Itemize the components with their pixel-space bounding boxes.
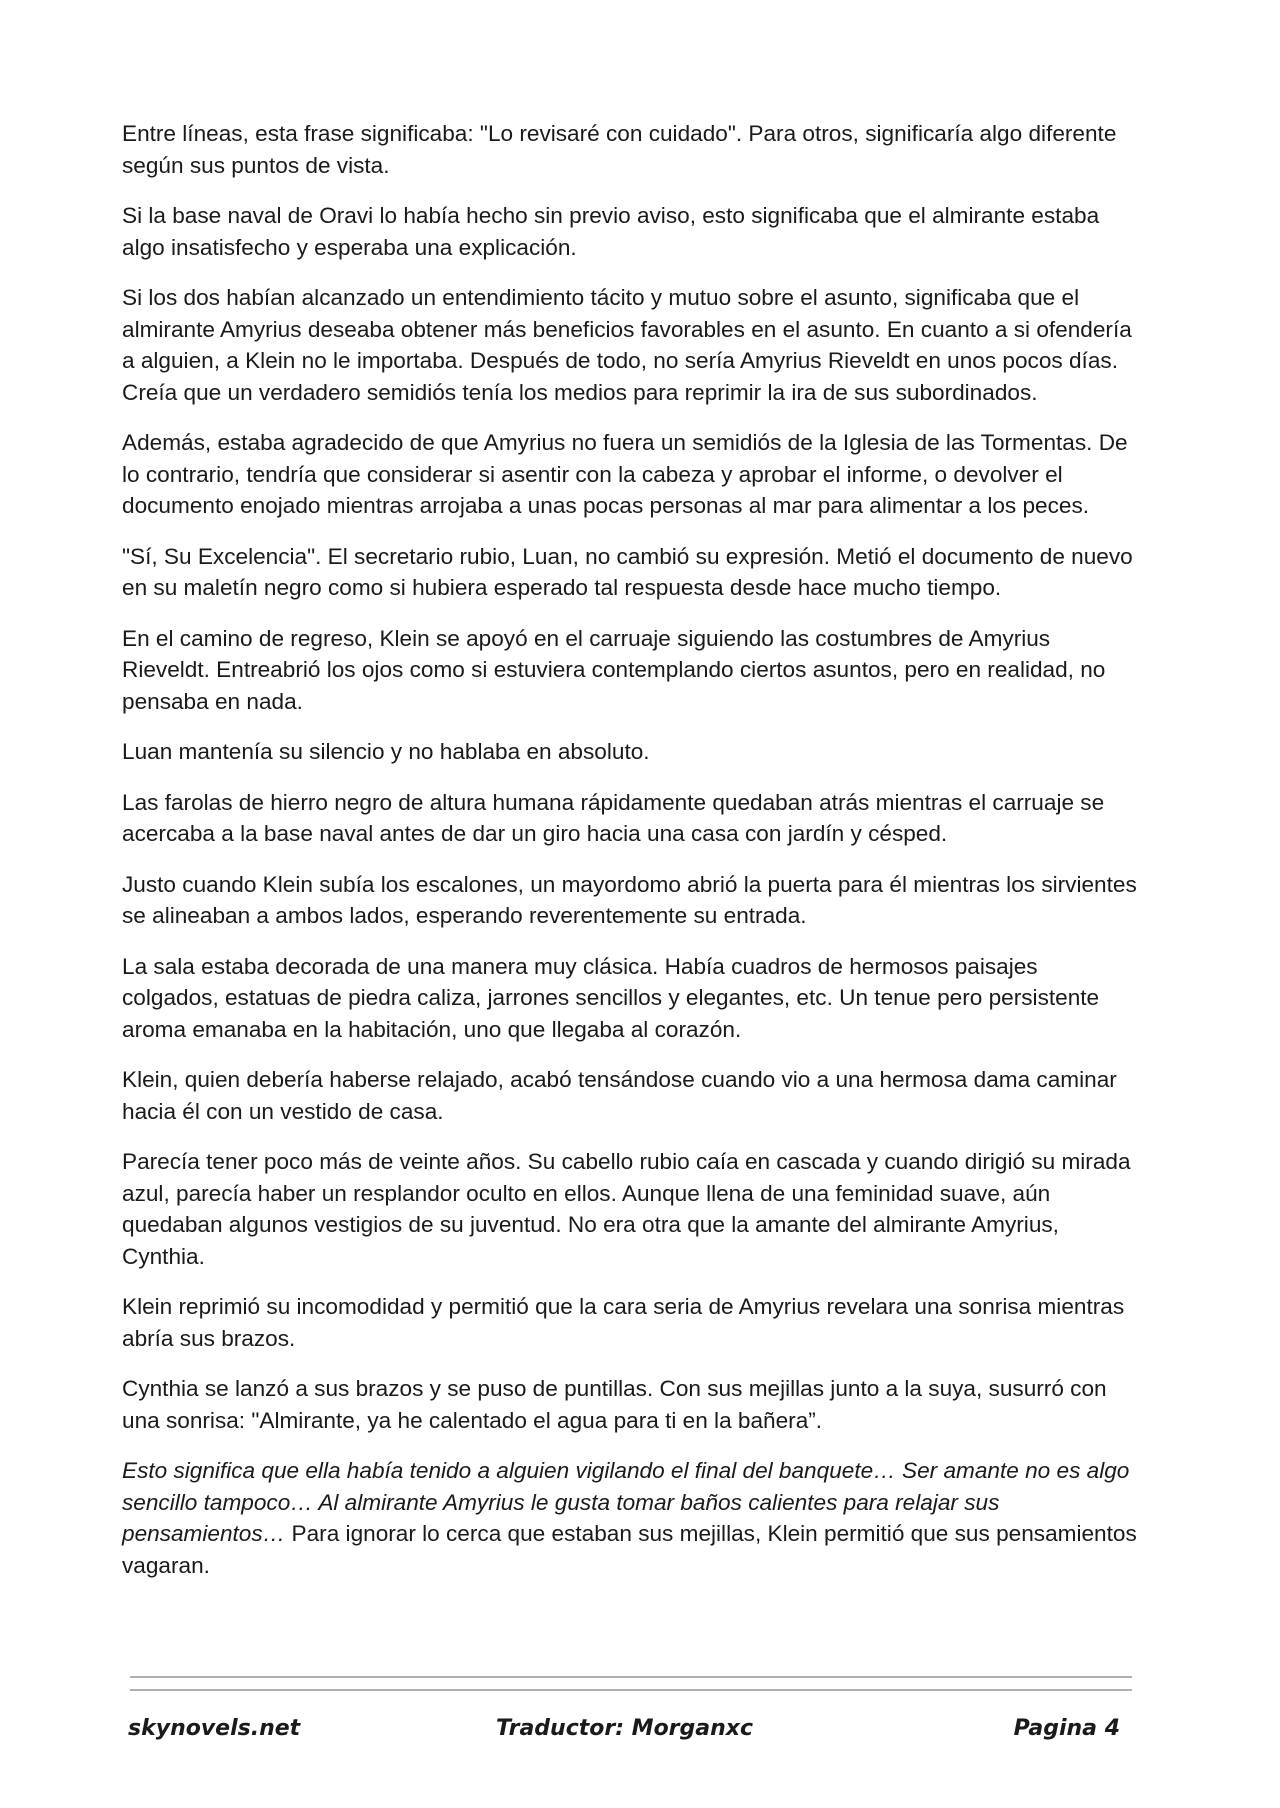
footer-site-name: skynovels.net	[128, 1716, 301, 1741]
paragraph-text: En el camino de regreso, Klein se apoyó en el carruaje siguiendo las costumbres de Amyrius Rieveldt. Entreabrió los ojos como si estuviera contemplando ciertos asuntos, pero en realidad, no pensaba en nada.	[122, 625, 1106, 714]
paragraph-text: "Sí, Su Excelencia". El secretario rubio, Luan, no cambió su expresión. Metió el documento de nuevo en su maletín negro como si hubiera esperado tal respuesta desde hace mucho tiempo.	[122, 543, 1133, 600]
paragraph-text: Si la base naval de Oravi lo había hecho sin previo aviso, esto significaba que el almirante estaba algo insatisfecho y esperaba una explicación.	[122, 203, 1100, 260]
paragraph-text: Las farolas de hierro negro de altura humana rápidamente quedaban atrás mientras el carruaje se acercaba a la base naval antes de dar un giro hacia una casa con jardín y césped.	[122, 789, 1105, 846]
paragraph-text: La sala estaba decorada de una manera muy clásica. Había cuadros de hermosos paisajes colgados, estatuas de piedra caliza, jarrones sencillos y elegantes, etc. Un tenue pero persistente aroma emanaba en la habitación, uno que llegaba al corazón.	[122, 953, 1100, 1042]
paragraph-text: Luan mantenía su silencio y no hablaba en absoluto.	[122, 739, 650, 764]
paragraph	[122, 1373, 1140, 1436]
footer-page-number: Pagina 4	[1013, 1716, 1120, 1741]
paragraph-text: Klein reprimió su incomodidad y permitió que la cara seria de Amyrius revelara una sonrisa mientras abría sus brazos.	[122, 1294, 1125, 1351]
paragraph	[122, 282, 1140, 408]
paragraph	[122, 541, 1140, 604]
paragraph-italic-text: Esto significa que ella había tenido a alguien vigilando el final del banquete… Ser amante no es algo sencillo tampoco… Al almirante Amyrius le gusta tomar baños calientes para relajar sus pensamientos…	[122, 1458, 1130, 1546]
paragraph	[122, 1455, 1140, 1581]
paragraph	[122, 623, 1140, 718]
paragraph	[122, 1146, 1140, 1272]
page-footer	[128, 1716, 1128, 1750]
paragraph-text: Entre líneas, esta frase significaba: "Lo revisaré con cuidado". Para otros, significaría algo diferente según sus puntos de vista.	[122, 121, 1117, 178]
paragraph	[122, 951, 1140, 1046]
paragraph-text: Además, estaba agradecido de que Amyrius no fuera un semidiós de la Iglesia de las Tormentas. De lo contrario, tendría que considerar si asentir con la cabeza y aprobar el informe, o devolver el documento enojado mientras arrojaba a unas pocas personas al mar para alimentar a los peces.	[122, 430, 1128, 518]
document-body	[122, 118, 1140, 1600]
paragraph-text: Para ignorar lo cerca que estaban sus mejillas, Klein permitió que sus pensamientos vagaran.	[122, 1521, 1137, 1578]
paragraph	[122, 427, 1140, 522]
footer-translator: Traductor: Morganxc	[496, 1716, 754, 1741]
paragraph-text: Parecía tener poco más de veinte años. Su cabello rubio caía en cascada y cuando dirigió su mirada azul, parecía haber un resplandor oculto en ellos. Aunque llena de una feminidad suave, aún quedaban algunos vestigios de su juventud. No era otra que la amante del almirante Amyrius, Cynthia.	[122, 1149, 1131, 1269]
paragraph	[122, 1291, 1140, 1354]
paragraph	[122, 787, 1140, 850]
paragraph	[122, 118, 1140, 181]
footer-divider-top	[130, 1676, 1132, 1678]
paragraph-text: Si los dos habían alcanzado un entendimiento tácito y mutuo sobre el asunto, significaba que el almirante Amyrius deseaba obtener más beneficios favorables en el asunto. En cuanto a si ofendería a alguien, a Klein no le importaba. Después de todo, no sería Amyrius Rieveldt en unos pocos días. Creía que un verdadero semidiós tenía los medios para reprimir la ira de sus subordinados.	[122, 285, 1132, 405]
paragraph-text: Justo cuando Klein subía los escalones, un mayordomo abrió la puerta para él mientras los sirvientes se alineaban a ambos lados, esperando reverentemente su entrada.	[122, 871, 1137, 928]
paragraph	[122, 736, 1140, 768]
paragraph-text: Klein, quien debería haberse relajado, acabó tensándose cuando vio a una hermosa dama caminar hacia él con un vestido de casa.	[122, 1067, 1117, 1124]
paragraph-text: Cynthia se lanzó a sus brazos y se puso de puntillas. Con sus mejillas junto a la suya, susurró con una sonrisa: "Almirante, ya he calentado el agua para ti en la bañera”.	[122, 1376, 1107, 1433]
paragraph	[122, 200, 1140, 263]
footer-divider-bottom	[130, 1689, 1132, 1691]
paragraph	[122, 1064, 1140, 1127]
paragraph	[122, 869, 1140, 932]
